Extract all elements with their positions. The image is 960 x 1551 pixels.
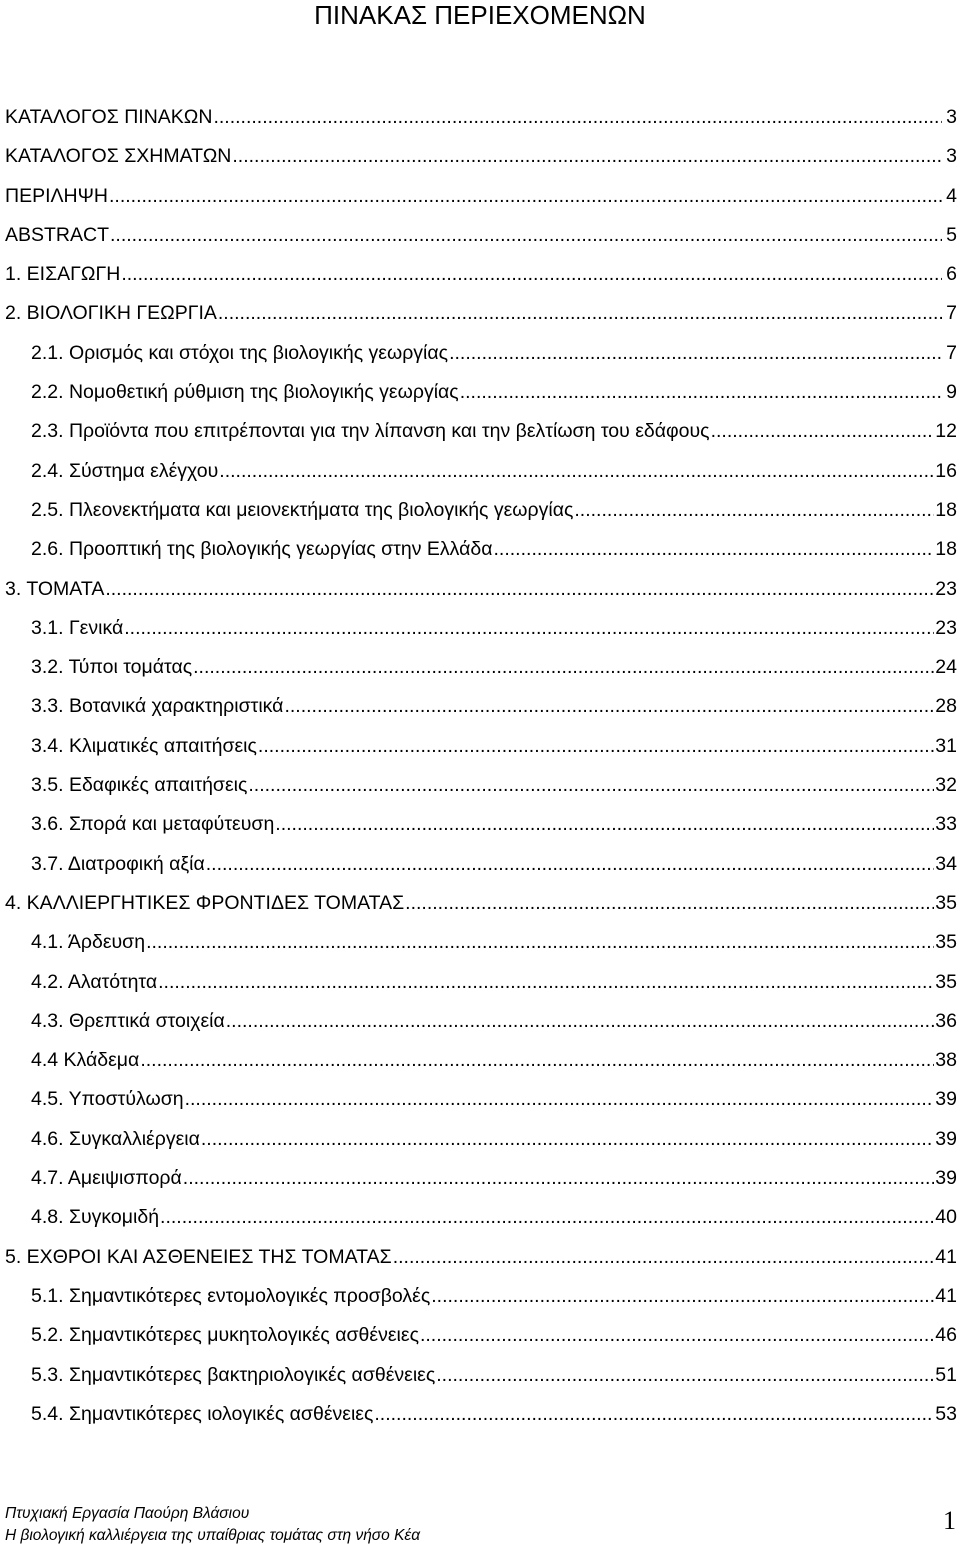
toc-dot-leader [232,144,942,168]
toc-entry-page: 7 [946,302,957,325]
toc-entry[interactable] [0,1046,960,1072]
toc-entry-page: 16 [935,459,957,482]
toc-dot-leader [258,734,934,758]
toc-entry-page: 53 [935,1402,957,1425]
toc-entry[interactable] [0,496,960,522]
toc-entry[interactable] [0,692,960,718]
toc-dot-leader [405,891,934,915]
toc-entry[interactable] [0,575,960,601]
toc-entry[interactable] [0,339,960,365]
toc-entry[interactable] [0,968,960,994]
toc-dot-leader [218,301,942,325]
toc-entry-page: 34 [935,852,957,875]
toc-dot-leader [110,223,942,247]
toc-entry-page: 35 [935,970,957,993]
toc-entry[interactable] [0,1243,960,1269]
toc-entry[interactable] [0,378,960,404]
toc-entry[interactable] [0,417,960,443]
toc-dot-leader [160,1205,934,1229]
toc-entry[interactable] [0,1321,960,1347]
toc-dot-leader [711,419,935,443]
toc-entry-page: 23 [935,616,957,639]
toc-entry-title: 4.4 Κλάδεμα [31,1049,140,1072]
toc-dot-leader [248,773,934,797]
toc-dot-leader [124,616,934,640]
toc-entry-page: 23 [935,577,957,600]
toc-entry-page: 12 [935,420,957,443]
toc-entry[interactable] [0,1164,960,1190]
toc-entry-page: 3 [946,106,957,128]
toc-dot-leader [185,1087,935,1111]
toc-entry[interactable] [0,1125,960,1151]
toc-dot-leader [431,1284,934,1308]
toc-entry-title: 3.5. Εδαφικές απαιτήσεις [31,774,248,797]
toc-entry[interactable] [0,1361,960,1387]
toc-dot-leader [449,341,942,365]
toc-entry-page: 32 [935,774,957,797]
toc-entry-title: 3.1. Γενικά [31,616,124,639]
toc-entry[interactable] [0,142,960,168]
toc-dot-leader [213,105,942,129]
toc-entry-title: ABSTRACT [5,223,110,246]
toc-dot-leader [201,1127,934,1151]
toc-entry-title: 3.7. Διατροφική αξία [31,852,205,875]
toc-entry-page: 41 [935,1245,957,1268]
toc-entry-title: 3.4. Κλιματικές απαιτήσεις [31,734,257,757]
toc-dot-leader [206,852,935,876]
toc-entry-title: ΚΑΤΑΛΟΓΟΣ ΣΧΗΜΑΤΩΝ [5,145,232,168]
toc-entry-page: 35 [935,891,957,914]
toc-entry-title: 2. ΒΙΟΛΟΓΙΚΗ ΓΕΩΡΓΙΑ [5,302,217,325]
toc-entry-title: 3.2. Τύποι τομάτας [31,656,193,679]
toc-entry[interactable] [0,1085,960,1111]
toc-entry[interactable] [0,1400,960,1426]
toc-entry-page: 3 [946,145,957,168]
toc-dot-leader [420,1323,934,1347]
toc-dot-leader [109,184,942,208]
toc-entry-page: 33 [935,813,957,836]
toc-entry-page: 39 [935,1167,957,1190]
toc-entry-title: 5.1. Σημαντικότερες εντομολογικές προσβολές [31,1284,431,1307]
toc-entry-page: 6 [946,263,957,286]
toc-entry-title: 2.6. Προοπτική της βιολογικής γεωργίας στην Ελλάδα [31,538,493,561]
toc-entry[interactable] [0,1282,960,1308]
toc-dot-leader [393,1245,935,1269]
footer-author: Πτυχιακή Εργασία Παούρη Βλάσιου [5,1505,250,1522]
toc-entry[interactable] [0,850,960,876]
toc-entry[interactable] [0,771,960,797]
toc-dot-leader [275,812,934,836]
toc-entry-title: 5.2. Σημαντικότερες μυκητολογικές ασθένειες [31,1324,419,1347]
toc-entry-title: 4. ΚΑΛΛΙΕΡΓΗΤΙΚΕΣ ΦΡΟΝΤΙΔΕΣ ΤΟΜΑΤΑΣ [5,891,405,914]
toc-entry[interactable] [0,221,960,247]
toc-entry-title: 2.4. Σύστημα ελέγχου [31,459,219,482]
toc-entry-title: 5.3. Σημαντικότερες βακτηριολογικές ασθένειες [31,1363,436,1386]
toc-entry-title: ΚΑΤΑΛΟΓΟΣ ΠΙΝΑΚΩΝ [5,106,213,128]
toc-entry-page: 40 [935,1206,957,1229]
toc-entry-title: ΠΕΡΙΛΗΨΗ [5,184,108,207]
toc-entry-page: 18 [935,498,957,521]
toc-dot-leader [226,1009,935,1033]
toc-dot-leader [193,655,934,679]
toc-entry-title: 4.5. Υποστύλωση [31,1088,184,1111]
toc-dot-leader [374,1402,934,1426]
toc-dot-leader [140,1048,934,1072]
footer-thesis-title: Η βιολογική καλλιέργεια της υπαίθριας τομάτας στη νήσο Κέα [5,1527,421,1544]
toc-dot-leader [158,970,934,994]
toc-entry-title: 5.4. Σημαντικότερες ιολογικές ασθένειες [31,1402,374,1425]
toc-entry[interactable] [0,614,960,640]
toc-entry-page: 51 [935,1363,957,1386]
toc-entry[interactable] [0,653,960,679]
toc-dot-leader [284,694,934,718]
toc-dot-leader [494,537,935,561]
toc-entry[interactable] [0,1007,960,1033]
toc-entry-title: 3.3. Βοτανικά χαρακτηριστικά [31,695,284,718]
toc-entry-title: 3.6. Σπορά και μεταφύτευση [31,813,275,836]
toc-dot-leader [105,577,934,601]
toc-entry-page: 7 [946,341,957,364]
toc-entry-title: 2.2. Νομοθετική ρύθμιση της βιολογικής γεωργίας [31,381,459,404]
toc-entry[interactable] [0,457,960,483]
toc-entry[interactable] [0,299,960,325]
toc-entry-title: 2.5. Πλεονεκτήματα και μειονεκτήματα της βιολογικής γεωργίας [31,498,574,521]
toc-entry-title: 2.3. Προϊόντα που επιτρέπονται για την λίπανση και την βελτίωση του εδάφους [31,420,710,443]
toc-entry-page: 5 [946,223,957,246]
toc-dot-leader [121,262,942,286]
toc-entry[interactable] [0,810,960,836]
page-number: 1 [943,1506,956,1535]
toc-entry-page: 35 [935,931,957,954]
toc-entry[interactable] [0,182,960,208]
toc-entry-page: 31 [935,734,957,757]
toc-entry-title: 4.6. Συγκαλλιέργεια [31,1127,200,1150]
toc-dot-leader [574,498,934,522]
toc-entry-title: 3. ΤΟΜΑΤΑ [5,577,105,600]
toc-entry-title: 4.2. Αλατότητα [31,970,158,993]
toc-entry-title: 4.7. Αμειψισπορά [31,1167,182,1190]
toc-entry-title: 1. ΕΙΣΑΓΩΓΗ [5,263,121,286]
toc-dot-leader [219,459,934,483]
toc-dot-leader [146,930,934,954]
toc-entry-page: 46 [935,1324,957,1347]
toc-entry[interactable] [0,260,960,286]
toc-entry-page: 39 [935,1127,957,1150]
toc-entry-title: 4.8. Συγκομιδή [31,1206,160,1229]
toc-entry[interactable] [0,535,960,561]
toc-entry[interactable] [0,732,960,758]
toc-entry-title: 4.1. Άρδευση [31,931,146,954]
toc-dot-leader [183,1166,935,1190]
toc-entry-page: 28 [935,695,957,718]
toc-entry-page: 18 [935,538,957,561]
toc-entry-page: 24 [935,656,957,679]
toc-entry-title: 2.1. Ορισμός και στόχοι της βιολογικής γεωργίας [31,341,449,364]
toc-entry[interactable] [0,889,960,915]
table-of-contents [0,103,960,1426]
toc-entry-page: 38 [935,1049,957,1072]
toc-dot-leader [436,1363,934,1387]
toc-entry[interactable] [0,1203,960,1229]
toc-entry-page: 41 [935,1284,957,1307]
toc-entry-page: 9 [946,381,957,404]
toc-entry-title: 5. ΕΧΘΡΟΙ ΚΑΙ ΑΣΘΕΝΕΙΕΣ ΤΗΣ ΤΟΜΑΤΑΣ [5,1245,392,1268]
toc-entry-page: 4 [946,184,957,207]
page-title: ΠΙΝΑΚΑΣ ΠΕΡΙΕΧΟΜΕΝΩΝ [314,0,646,30]
toc-entry-page: 39 [935,1088,957,1111]
toc-entry-title: 4.3. Θρεπτικά στοιχεία [31,1009,225,1032]
toc-dot-leader [460,380,942,404]
toc-entry[interactable] [0,103,960,129]
toc-entry[interactable] [0,928,960,954]
toc-entry-page: 36 [935,1009,957,1032]
